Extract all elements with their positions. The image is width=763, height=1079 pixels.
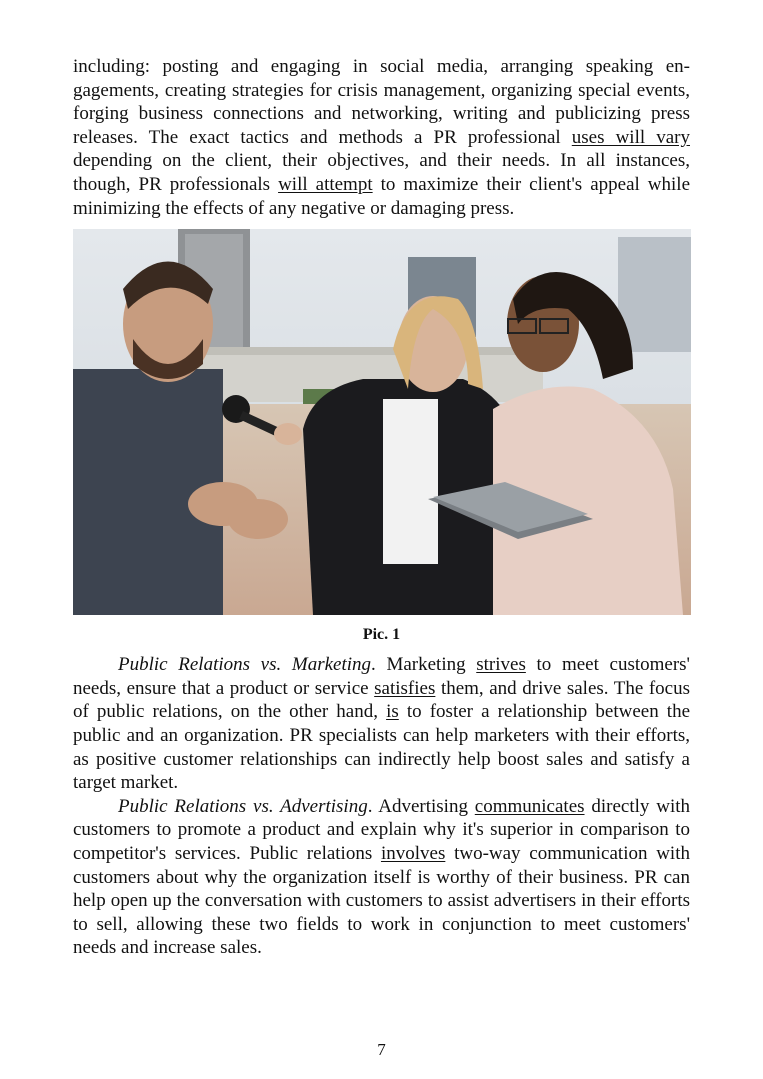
interview-photo [73, 229, 691, 615]
paragraph-pr-vs-advertising [73, 795, 690, 960]
underlined-phrase: strives [476, 654, 526, 676]
text-segment: including: posting and engaging in social media, arranging speaking engagements, creating strategies for crisis management, organizing special events, forging business connections and networking, writing and publicizing press releases. The exact tactics and methods a PR professional [73, 56, 690, 148]
underlined-phrase: will attempt [278, 173, 373, 195]
text-segment: to maximize their client's appeal while minimizing the effects of any negative or damaging press. [73, 173, 691, 219]
underlined-phrase: satisfies [374, 677, 436, 699]
page-number: 7 [377, 1040, 386, 1059]
underlined-phrase: uses will vary [571, 126, 690, 148]
underlined-phrase: communicates [474, 795, 585, 817]
paragraph-pr-tactics [73, 55, 690, 220]
page-content [73, 55, 690, 960]
paragraph-pr-vs-marketing [73, 653, 690, 795]
figure-caption: Pic. 1 [362, 626, 401, 644]
text-segment: directly with customers to promote a product and explain why it's superior in comparison to competitor's services. Public relations [73, 795, 691, 864]
text-segment: . Advertising [367, 795, 475, 817]
text-segment: them, and drive sales. The focus of public relations, on the other hand, [73, 677, 691, 723]
text-segment: two-way communication with customers about why the organization itself is worthy of their business. PR can help open up the conversation with customers to assist advertisers in their efforts to sell, allowing these two fields to work in conjunction to meet customers' needs and increase sales. [73, 842, 690, 959]
text-segment: . Marketing [371, 654, 477, 676]
underlined-phrase: involves [380, 842, 446, 864]
section-heading-advertising: Public Relations vs. Advertising [118, 795, 368, 817]
section-heading-marketing: Public Relations vs. Marketing [118, 654, 372, 676]
text-segment: to foster a relationship between the public and an organization. PR specialists can help marketers with their efforts, as positive customer relationships can indirectly help boost sales and satisfy a target market. [73, 701, 690, 794]
text-segment: to meet customers' needs, ensure that a product or service [73, 654, 690, 699]
text-segment: depending on the client, their objectives, and their needs. In all instances, though, PR professionals [73, 150, 690, 195]
underlined-phrase: is [386, 701, 399, 723]
